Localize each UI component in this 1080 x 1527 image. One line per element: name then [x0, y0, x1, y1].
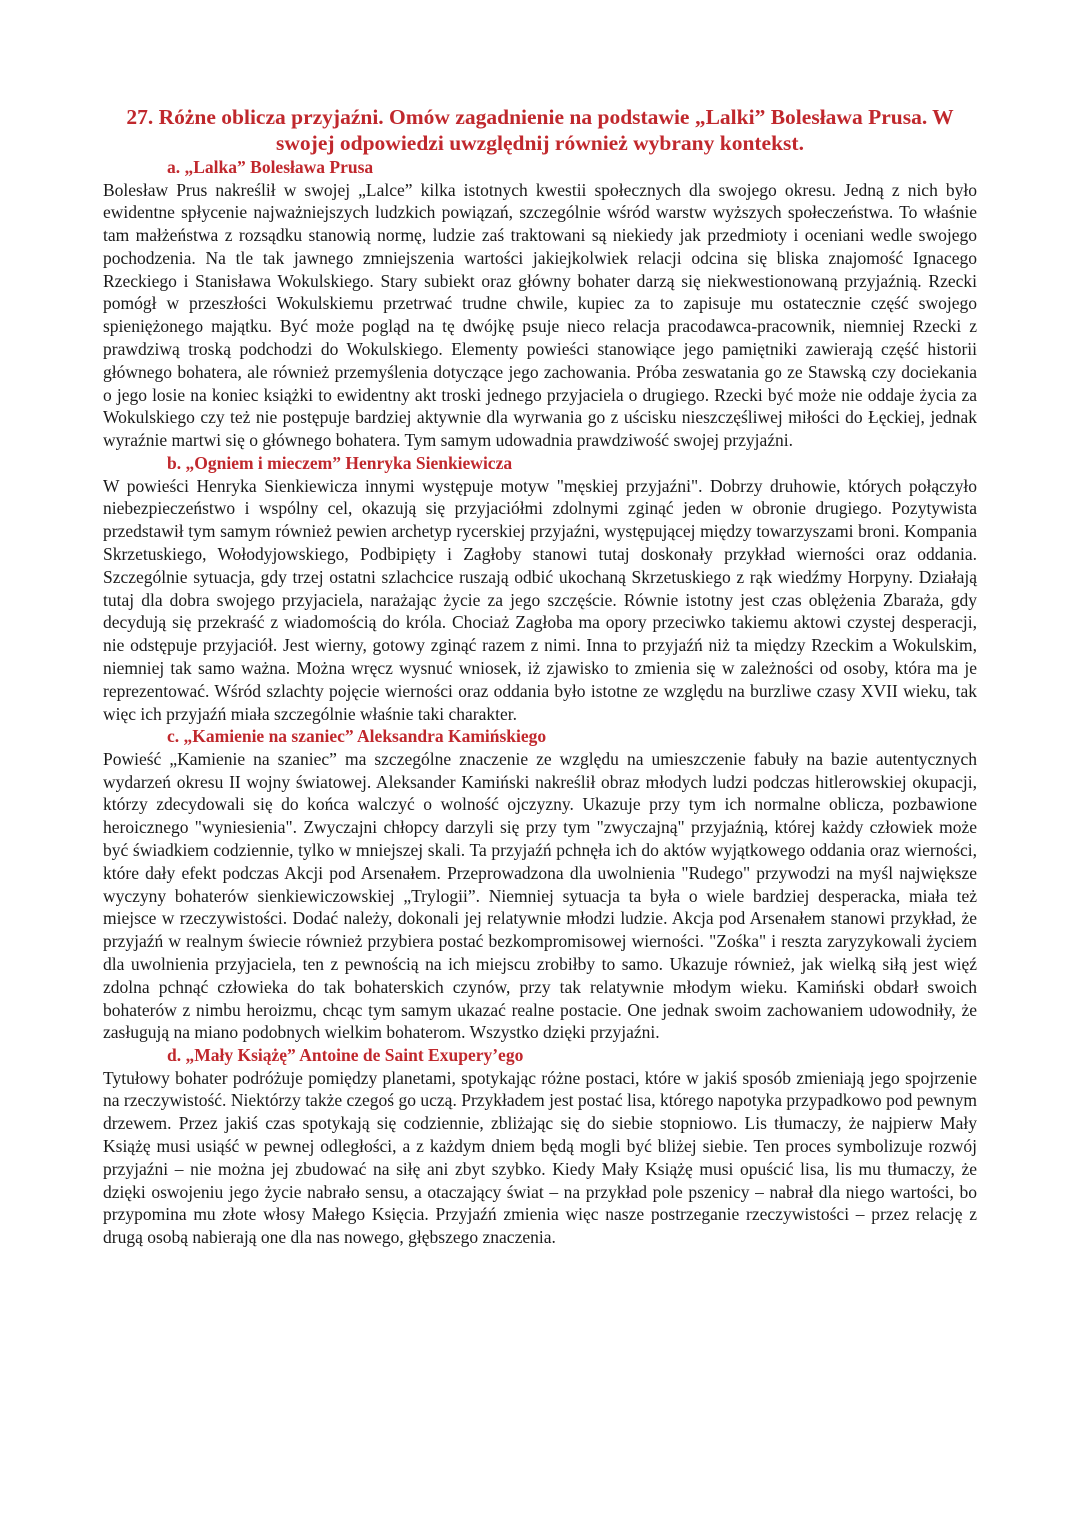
- section-kamienie-na-szaniec: [103, 725, 977, 1044]
- section-paragraph: W powieści Henryka Sienkiewicza innymi występuje motyw "męskiej przyjaźni". Dobrzy druhowie, których połączyło niebezpieczeństwo i wspólny cel, okazują się przyjaciółmi zdolnymi zginąć jeden w obronie drugiego. Pozytywista przedstawił tym samym również pewien archetyp rycerskiej przyjaźni, występującej między towarzyszami broni. Kompania Skrzetuskiego, Wołodyjowskiego, Podbipięty i Zagłoby stanowi tutaj doskonały przykład wierności oraz oddania. Szczególnie sytuacja, gdy trzej ostatni szlachcice ruszają odbić ukochaną Skrzetuskiego z rąk wiedźmy Horpyny. Działają tutaj dla dobra swojego przyjaciela, narażając życie za jego szczęście. Równie istotny jest czas oblężenia Zbaraża, gdy decydują się przekraść z wiadomością do króla. Chociaż Zagłoba ma opory przeciwko takiemu aktowi czystej desperacji, nie odstępuje przyjaciół. Jest wierny, gotowy zginąć razem z nimi. Inna to przyjaźń niż ta między Rzeckim a Wokulskim, niemniej tak samo ważna. Można wręcz wysnuć wniosek, iż zjawisko to zmienia się w zależności od osoby, która ma je reprezentować. Wśród szlachty pojęcie wierności oraz oddania było istotne ze względu na burzliwe czasy XVII wieku, tak więc ich przyjaźń miała szczególnie właśnie taki charakter.: [103, 475, 977, 724]
- section-ogniem-i-mieczem: [103, 452, 977, 725]
- section-maly-ksiaze: [103, 1044, 977, 1249]
- section-paragraph: Powieść „Kamienie na szaniec” ma szczególne znaczenie ze względu na umieszczenie fabuły na bazie autentycznych wydarzeń okresu II wojny światowej. Aleksander Kamiński nakreślił obraz młodych ludzi podczas hitlerowskiej okupacji, którzy zdecydowali się do końca walczyć o wolność ojczyzny. Ukazuje przy tym ich normalne oblicza, pozbawione heroicznego "wyniesienia". Zwyczajni chłopcy darzyli się przy tym "zwyczajną" przyjaźnią, której każdy człowiek może być świadkiem codziennie, tylko w mniejszej skali. Ta przyjaźń pchnęła ich do aktów wyjątkowego oddania oraz wierności, które dały efekt podczas Akcji pod Arsenałem. Przeprowadzona dla uwolnienia "Rudego" przywodzi na myśl największe wyczyny bohaterów sienkiewiczowskiej „Trylogii”. Niemniej sytuacja ta była o wiele bardziej desperacka, miała też miejsce w rzeczywistości. Dodać należy, dokonali jej relatywnie młodzi ludzie. Akcja pod Arsenałem stanowi przykład, że przyjaźń w realnym świecie również przybiera postać bezkompromisowej wierności. "Zośka" i reszta zaryzykowali życiem dla uwolnienia przyjaciela, ten z pewnością na ich miejscu zrobiłby to samo. Ukazuje również, jak wielką siłą jest więź zdolna pchnąć człowieka do tak bohaterskich czynów, przy tak relatywnie młodym wieku. Kamiński obdarł swoich bohaterów z nimbu heroizmu, chcąc tym samym ukazać realne postacie. One jednak swoim zachowaniem udowodniły, że zasługują na miano podobnych wielkim bohaterom. Wszystko dzięki przyjaźni.: [103, 748, 977, 1043]
- page-title: 27. Różne oblicza przyjaźni. Omów zagadnienie na podstawie „Lalki” Bolesława Prusa. W swojej odpowiedzi uwzględnij również wybrany kontekst.: [126, 105, 954, 155]
- section-heading: b. „Ogniem i mieczem” Henryka Sienkiewicza: [167, 453, 513, 474]
- section-paragraph: Tytułowy bohater podróżuje pomiędzy planetami, spotykając różne postaci, które w jakiś sposób zmieniają jego spojrzenie na rzeczywistość. Niektórzy także czegoś go uczą. Przykładem jest postać lisa, którego napotyka przypadkowo pod pewnym drzewem. Przez jakiś czas spotykają się codziennie, zbliżając się do siebie stopniowo. Lis tłumaczy, że najpierw Mały Książę musi usiąść w pewnej odległości, a z każdym dniem będą mogli być bliżej siebie. Ten proces symbolizuje rozwój przyjaźni – nie można jej zbudować na siłę ani zbyt szybko. Kiedy Mały Książę musi opuścić lisa, lis mu tłumaczy, że dzięki oswojeniu jego życie nabrało sensu, a otaczający świat – na przykład pole pszenicy – nabrał dla niego wartości, bo przypomina mu złote włosy Małego Księcia. Przyjaźń zmienia więc nasze postrzeganie rzeczywistości – przez relację z drugą osobą nabierają one dla nas nowego, głębszego znaczenia.: [103, 1067, 977, 1248]
- section-lalka: [103, 156, 977, 452]
- section-heading: c. „Kamienie na szaniec” Aleksandra Kamińskiego: [167, 726, 547, 747]
- section-heading: a. „Lalka” Bolesława Prusa: [167, 157, 374, 177]
- section-heading: d. „Mały Książę” Antoine de Saint Exupery’ego: [167, 1045, 524, 1066]
- section-paragraph: Bolesław Prus nakreślił w swojej „Lalce” kilka istotnych kwestii społecznych dla swojego okresu. Jedną z nich było ewidentne spłycenie najważniejszych ludzkich powiązań, szczególnie wśród warstw wyższych społeczeństwa. To właśnie tam małżeństwa z rozsądku stanowią normę, ludzie zaś traktowani są niekiedy jak przedmioty i oceniani wedle swojego pochodzenia. Na tle tak jawnego zmniejszenia wartości jakiejkolwiek relacji odcina się bliska znajomość Ignacego Rzeckiego i Stanisława Wokulskiego. Stary subiekt oraz główny bohater darzą się niekwestionowaną przyjaźnią. Rzecki pomógł w przeszłości Wokulskiemu przetrwać trudne chwile, kupiec za to zapisuje mu ostatecznie część swojego spieniężonego majątku. Być może pogląd na tę dwójkę psuje nieco relacja pracodawca-pracownik, niemniej Rzecki z prawdziwą troską podchodzi do Wokulskiego. Elementy powieści stanowiące jego pamiętniki zawierają część historii głównego bohatera, ale również przemyślenia dotyczące jego zachowania. Próba zeswatania go ze Stawską czy dociekania o jego losie na koniec książki to ewidentny akt troski jednego przyjaciela o drugiego. Rzecki być może nie oddaje życia za Wokulskiego czy też nie postępuje bardziej aktywnie dla wyrwania go z uścisku nieszczęśliwej miłości do Łęckiej, jednak wyraźnie martwi się o głównego bohatera. Tym samym udowadnia prawdziwość swojej przyjaźni.: [103, 179, 977, 451]
- document-page: [103, 104, 977, 1249]
